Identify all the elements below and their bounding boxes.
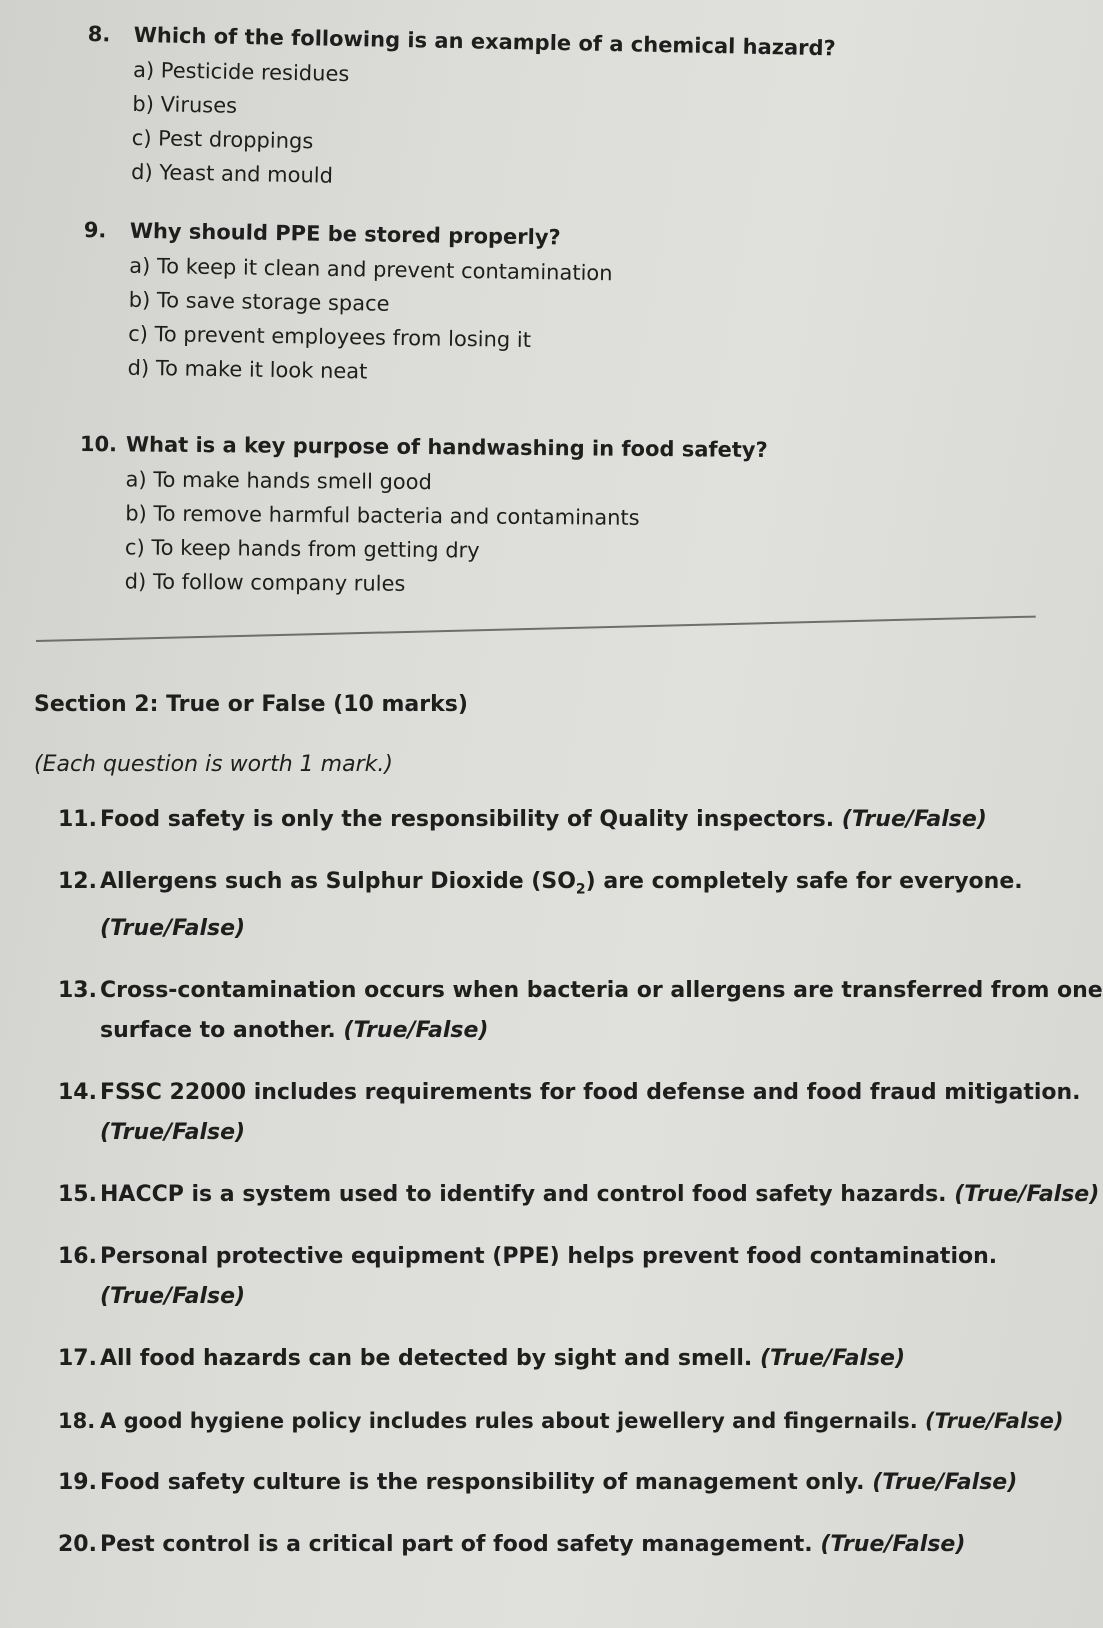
question-9 bbox=[81, 218, 613, 392]
question-number: 18. bbox=[58, 1409, 96, 1434]
option-b: b) To remove harmful bacteria and contaminants bbox=[125, 501, 640, 530]
tf-question-15 bbox=[58, 1175, 1100, 1215]
question-number: 8. bbox=[87, 22, 111, 47]
true-false-marker: (True/False) bbox=[925, 1409, 1064, 1434]
question-text-line1: Cross-contamination occurs when bacteria or allergens are transferred from one bbox=[100, 978, 1103, 1004]
question-number: 20. bbox=[58, 1532, 97, 1558]
option-a: a) Pesticide residues bbox=[132, 57, 350, 87]
true-false-list bbox=[58, 800, 1103, 1587]
options-list bbox=[81, 248, 612, 392]
question-text-start: Allergens such as Sulphur Dioxide ( bbox=[100, 869, 542, 894]
question-text: FSSC 22000 includes requirements for food defense and food fraud mitigation. bbox=[100, 1080, 1081, 1106]
option-c: c) To prevent employees from losing it bbox=[127, 321, 532, 353]
tf-question-11 bbox=[58, 800, 1058, 840]
question-number: 19. bbox=[58, 1470, 97, 1496]
tf-question-16 bbox=[58, 1237, 1058, 1317]
option-b: b) Viruses bbox=[132, 91, 238, 118]
question-number: 9. bbox=[83, 218, 107, 243]
tf-question-12 bbox=[58, 862, 1058, 949]
question-text-end: ) are completely safe for everyone. bbox=[585, 869, 1023, 894]
tf-question-14 bbox=[58, 1073, 1081, 1153]
tf-question-19 bbox=[58, 1463, 1058, 1503]
true-false-marker: (True/False) bbox=[100, 1284, 246, 1310]
tf-question-18 bbox=[58, 1401, 1064, 1441]
question-number: 13. bbox=[58, 978, 97, 1004]
option-c: c) To keep hands from getting dry bbox=[124, 535, 480, 563]
question-text-line2: surface to another. bbox=[100, 1018, 336, 1044]
true-false-marker: (True/False) bbox=[100, 916, 246, 942]
question-text: Pest control is a critical part of food safety management. bbox=[100, 1532, 813, 1558]
question-text: HACCP is a system used to identify and control food safety hazards. bbox=[100, 1182, 947, 1208]
option-a: a) To keep it clean and prevent contamination bbox=[129, 253, 613, 286]
option-d: d) To follow company rules bbox=[124, 569, 406, 596]
option-b: b) To save storage space bbox=[128, 287, 390, 316]
true-false-marker: (True/False) bbox=[759, 1346, 906, 1372]
question-text: Personal protective equipment (PPE) helps prevent food contamination. bbox=[100, 1244, 998, 1270]
true-false-marker: (True/False) bbox=[841, 807, 987, 832]
question-number: 12. bbox=[58, 869, 97, 894]
question-text: Why should PPE be stored properly? bbox=[129, 218, 561, 250]
question-number: 15. bbox=[58, 1182, 97, 1208]
tf-question-13 bbox=[58, 971, 1103, 1051]
question-text: Food safety is only the responsibility of Quality inspectors. bbox=[100, 807, 835, 832]
tf-question-17 bbox=[58, 1339, 1058, 1379]
section-title: Section 2: True or False (10 marks) bbox=[34, 692, 468, 717]
question-text: Food safety culture is the responsibility of management only. bbox=[100, 1470, 865, 1496]
true-false-marker: (True/False) bbox=[872, 1470, 1018, 1496]
option-a: a) To make hands smell good bbox=[125, 467, 432, 495]
tf-question-20 bbox=[58, 1525, 1058, 1565]
question-number: 11. bbox=[58, 807, 97, 832]
options-list bbox=[85, 52, 836, 202]
question-text: A good hygiene policy includes rules about jewellery and fingernails. bbox=[100, 1409, 918, 1434]
option-d: d) To make it look neat bbox=[127, 355, 368, 384]
question-number: 10. bbox=[79, 432, 118, 457]
question-text: Which of the following is an example of a chemical hazard? bbox=[133, 22, 836, 61]
option-d: d) Yeast and mould bbox=[130, 159, 334, 188]
question-10 bbox=[79, 432, 768, 604]
true-false-marker: (True/False) bbox=[820, 1532, 966, 1558]
question-number: 14. bbox=[58, 1080, 97, 1106]
options-list bbox=[79, 462, 768, 604]
true-false-marker: (True/False) bbox=[100, 1120, 246, 1146]
question-text: All food hazards can be detected by sight and smell. bbox=[100, 1346, 753, 1372]
question-8 bbox=[85, 22, 836, 202]
section-note: (Each question is worth 1 mark.) bbox=[34, 752, 393, 777]
option-c: c) Pest droppings bbox=[131, 125, 314, 154]
question-number: 16. bbox=[58, 1244, 97, 1270]
section-divider bbox=[36, 616, 1036, 642]
so2-formula: $SO_2$ bbox=[541, 869, 586, 898]
question-text: What is a key purpose of handwashing in food safety? bbox=[125, 432, 768, 463]
true-false-marker: (True/False) bbox=[343, 1018, 489, 1044]
question-number: 17. bbox=[58, 1346, 97, 1372]
true-false-marker: (True/False) bbox=[954, 1182, 1100, 1208]
